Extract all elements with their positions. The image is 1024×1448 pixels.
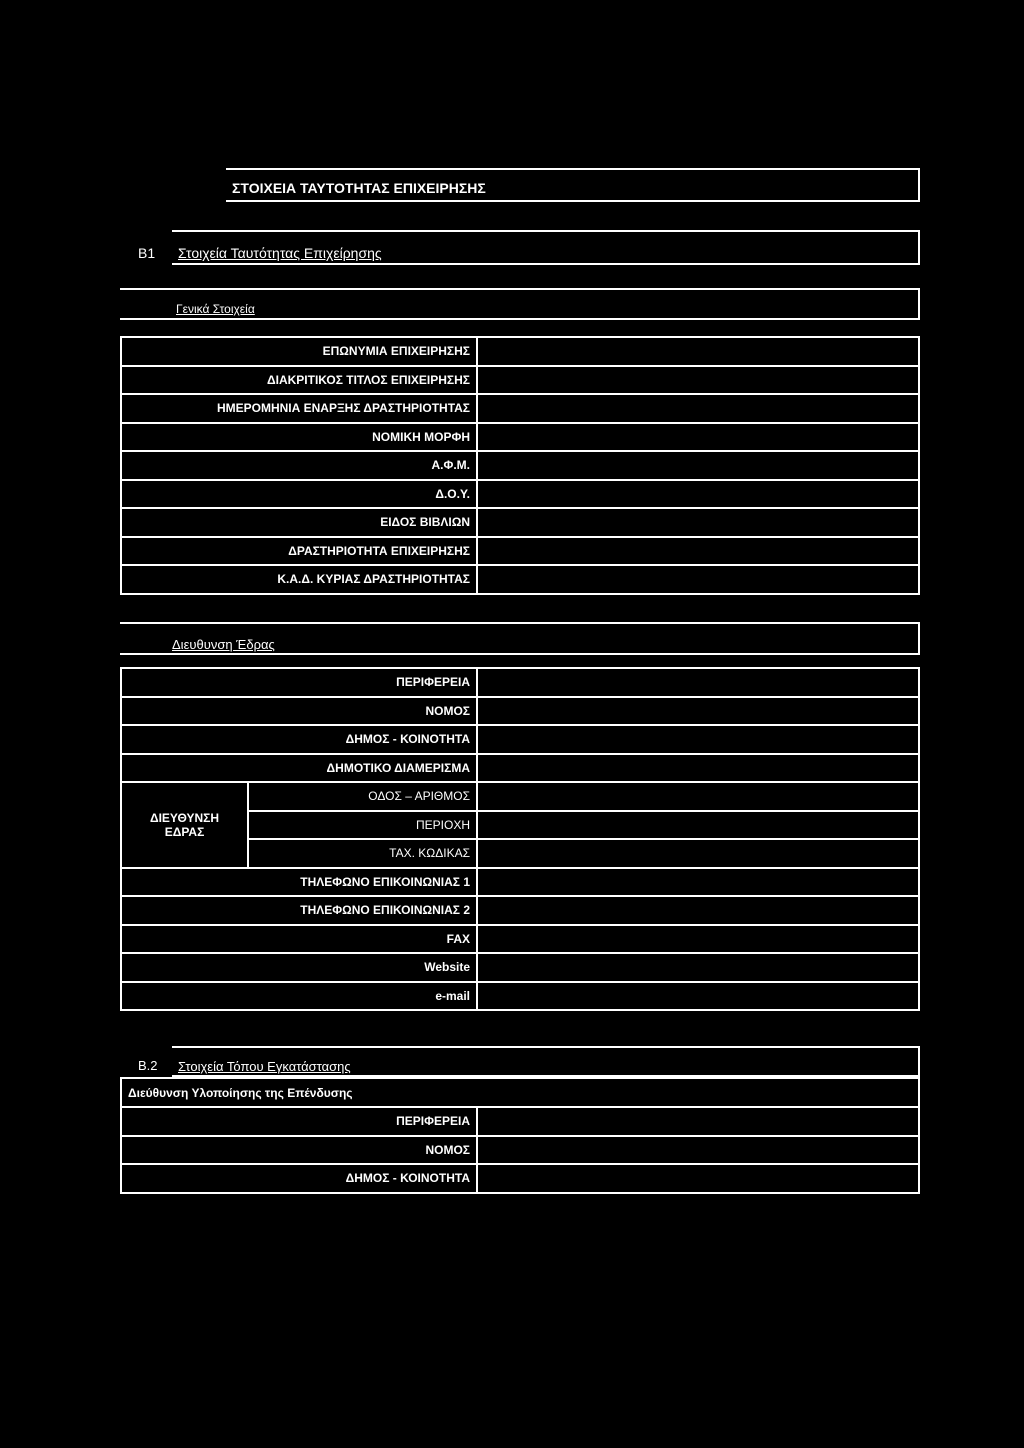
general-label: Κ.Α.Δ. ΚΥΡΙΑΣ ΔΡΑΣΤΗΡΙΟΤΗΤΑΣ xyxy=(121,565,477,594)
b2-label: ΝΟΜΟΣ xyxy=(121,1136,477,1165)
b2-value-field[interactable] xyxy=(477,1164,919,1193)
general-value-field[interactable] xyxy=(477,394,919,423)
address-contact-label: FAX xyxy=(121,925,477,954)
address-group-value-field[interactable] xyxy=(477,782,919,811)
general-value-field[interactable] xyxy=(477,366,919,395)
address-contact-row xyxy=(121,868,919,897)
b2-table xyxy=(120,1077,920,1194)
b2-row xyxy=(121,1107,919,1136)
b2-row xyxy=(121,1136,919,1165)
address-contact-label: ΤΗΛΕΦΩΝΟ ΕΠΙΚΟΙΝΩΝΙΑΣ 1 xyxy=(121,868,477,897)
address-contact-value-field[interactable] xyxy=(477,925,919,954)
address-contact-label: e-mail xyxy=(121,982,477,1011)
address-value-field[interactable] xyxy=(477,754,919,783)
address-value-field[interactable] xyxy=(477,668,919,697)
general-label: ΔΡΑΣΤΗΡΙΟΤΗΤΑ ΕΠΙΧΕΙΡΗΣΗΣ xyxy=(121,537,477,566)
address-header-box xyxy=(120,622,920,655)
general-value-field[interactable] xyxy=(477,451,919,480)
general-row xyxy=(121,565,919,594)
general-label: ΕΙΔΟΣ ΒΙΒΛΙΩΝ xyxy=(121,508,477,537)
address-row xyxy=(121,754,919,783)
b2-value-field[interactable] xyxy=(477,1136,919,1165)
address-contact-label: ΤΗΛΕΦΩΝΟ ΕΠΙΚΟΙΝΩΝΙΑΣ 2 xyxy=(121,896,477,925)
general-header-box xyxy=(120,288,920,320)
address-group-label: ΟΔΟΣ – ΑΡΙΘΜΟΣ xyxy=(248,782,477,811)
b2-value-field[interactable] xyxy=(477,1107,919,1136)
address-title: Διευθυνση Έδρας xyxy=(172,637,275,652)
general-row xyxy=(121,451,919,480)
address-contact-row xyxy=(121,953,919,982)
general-row xyxy=(121,394,919,423)
b2-label: ΔΗΜΟΣ - ΚΟΙΝΟΤΗΤΑ xyxy=(121,1164,477,1193)
general-row xyxy=(121,508,919,537)
address-value-field[interactable] xyxy=(477,697,919,726)
general-value-field[interactable] xyxy=(477,337,919,366)
section-b1-code: Β1 xyxy=(138,245,156,261)
general-label: ΝΟΜΙΚΗ ΜΟΡΦΗ xyxy=(121,423,477,452)
general-value-field[interactable] xyxy=(477,423,919,452)
section-b1-title: Στοιχεία Ταυτότητας Επιχείρησης xyxy=(178,245,382,261)
address-contact-value-field[interactable] xyxy=(477,896,919,925)
section-b1-box xyxy=(172,230,920,265)
general-label: ΔΙΑΚΡΙΤΙΚΟΣ ΤΙΤΛΟΣ ΕΠΙΧΕΙΡΗΣΗΣ xyxy=(121,366,477,395)
address-label: ΠΕΡΙΦΕΡΕΙΑ xyxy=(121,668,477,697)
address-contact-row xyxy=(121,896,919,925)
section-b2-box xyxy=(172,1046,920,1077)
address-row xyxy=(121,725,919,754)
address-contact-row xyxy=(121,982,919,1011)
general-row xyxy=(121,537,919,566)
address-label: ΝΟΜΟΣ xyxy=(121,697,477,726)
address-row xyxy=(121,668,919,697)
address-group-label: ΠΕΡΙΟΧΗ xyxy=(248,811,477,840)
section-b2-title: Στοιχεία Τόπου Εγκατάστασης xyxy=(178,1059,351,1074)
general-label: ΗΜΕΡΟΜΗΝΙΑ ΕΝΑΡΞΗΣ ΔΡΑΣΤΗΡΙΟΤΗΤΑΣ xyxy=(121,394,477,423)
address-label: ΔΗΜΟΤΙΚΟ ΔΙΑΜΕΡΙΣΜΑ xyxy=(121,754,477,783)
address-group-label-line1: ΔΙΕΥΘΥΝΣΗ xyxy=(149,810,220,825)
general-label: Δ.Ο.Υ. xyxy=(121,480,477,509)
general-value-field[interactable] xyxy=(477,537,919,566)
main-title-box xyxy=(226,168,920,202)
address-group-label xyxy=(121,782,248,868)
address-group-row xyxy=(121,782,919,811)
address-value-field[interactable] xyxy=(477,725,919,754)
general-row xyxy=(121,423,919,452)
b2-subtitle: Διεύθυνση Υλοποίησης της Επένδυσης xyxy=(121,1078,919,1107)
b2-row xyxy=(121,1164,919,1193)
address-table xyxy=(120,667,920,1011)
address-contact-value-field[interactable] xyxy=(477,982,919,1011)
address-contact-row xyxy=(121,925,919,954)
main-title: ΣΤΟΙΧΕΙΑ ΤΑΥΤΟΤΗΤΑΣ ΕΠΙΧΕΙΡΗΣΗΣ xyxy=(232,180,486,196)
general-label: Α.Φ.Μ. xyxy=(121,451,477,480)
b2-label: ΠΕΡΙΦΕΡΕΙΑ xyxy=(121,1107,477,1136)
address-group-value-field[interactable] xyxy=(477,839,919,868)
general-value-field[interactable] xyxy=(477,480,919,509)
address-label: ΔΗΜΟΣ - ΚΟΙΝΟΤΗΤΑ xyxy=(121,725,477,754)
general-value-field[interactable] xyxy=(477,565,919,594)
address-group-value-field[interactable] xyxy=(477,811,919,840)
general-value-field[interactable] xyxy=(477,508,919,537)
general-table xyxy=(120,336,920,595)
address-contact-value-field[interactable] xyxy=(477,868,919,897)
section-b2-code: Β.2 xyxy=(138,1058,158,1073)
address-group-label: ΤΑΧ. ΚΩΔΙΚΑΣ xyxy=(248,839,477,868)
address-group-label-line2: ΕΔΡΑΣ xyxy=(164,824,205,839)
general-title: Γενικά Στοιχεία xyxy=(176,302,255,316)
general-row xyxy=(121,337,919,366)
general-row xyxy=(121,366,919,395)
general-row xyxy=(121,480,919,509)
general-label: ΕΠΩΝΥΜΙΑ ΕΠΙΧΕΙΡΗΣΗΣ xyxy=(121,337,477,366)
address-row xyxy=(121,697,919,726)
address-contact-value-field[interactable] xyxy=(477,953,919,982)
address-contact-label: Website xyxy=(121,953,477,982)
